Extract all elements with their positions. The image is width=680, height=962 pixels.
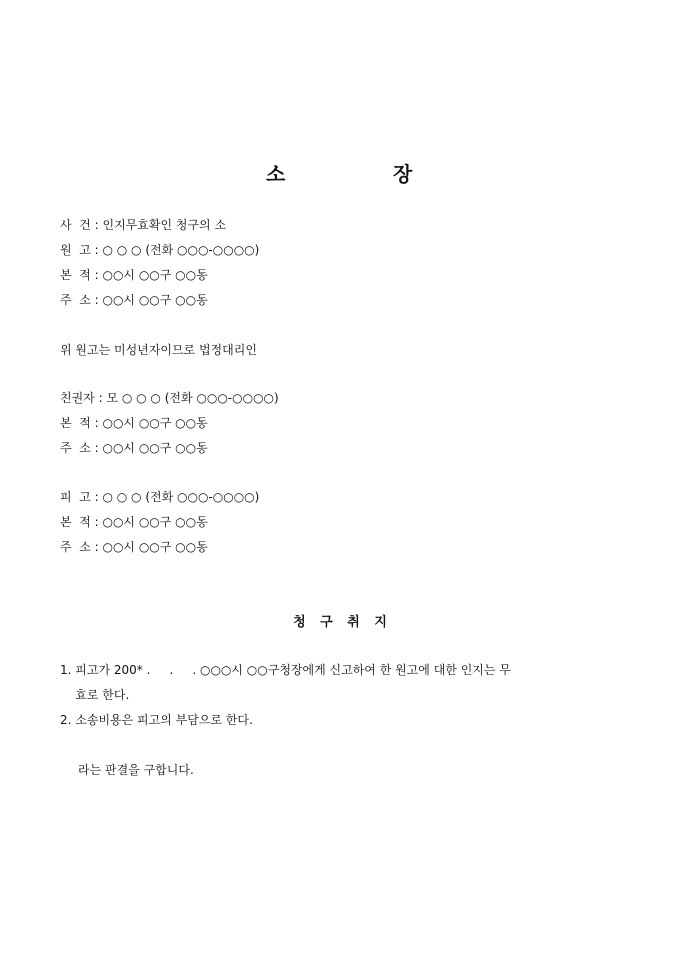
claim-item-2: 2. 소송비용은 피고의 부담으로 한다. [60, 713, 253, 727]
claim-item-1-continued: 효로 한다. [60, 688, 130, 702]
title-char-1: 소 [266, 162, 286, 186]
claim-item-1: 1. 피고가 200* . . . ○○○시 ○○구청장에게 신고하여 한 원고에 대한 인지는 무 [60, 663, 511, 677]
plaintiff-domicile-line: 본 적 : ○○시 ○○구 ○○동 [60, 268, 208, 282]
defendant-domicile-line: 본 적 : ○○시 ○○구 ○○동 [60, 515, 208, 529]
minor-note: 위 원고는 미성년자이므로 법정대리인 [60, 343, 257, 357]
defendant-address-line: 주 소 : ○○시 ○○구 ○○동 [60, 540, 208, 554]
plaintiff-line: 원 고 : ○ ○ ○ (전화 ○○○-○○○○) [60, 243, 260, 257]
defendant-line: 피 고 : ○ ○ ○ (전화 ○○○-○○○○) [60, 490, 260, 504]
plaintiff-address-line: 주 소 : ○○시 ○○구 ○○동 [60, 293, 208, 307]
case-line: 사 건 : 인지무효확인 청구의 소 [60, 218, 227, 232]
claim-section-title: 청 구 취 지 [293, 615, 387, 630]
title-char-2: 장 [393, 162, 413, 186]
guardian-domicile-line: 본 적 : ○○시 ○○구 ○○동 [60, 416, 208, 430]
closing-line: 라는 판결을 구합니다. [78, 763, 194, 777]
guardian-line: 친권자 : 모 ○ ○ ○ (전화 ○○○-○○○○) [60, 391, 279, 405]
guardian-address-line: 주 소 : ○○시 ○○구 ○○동 [60, 441, 208, 455]
